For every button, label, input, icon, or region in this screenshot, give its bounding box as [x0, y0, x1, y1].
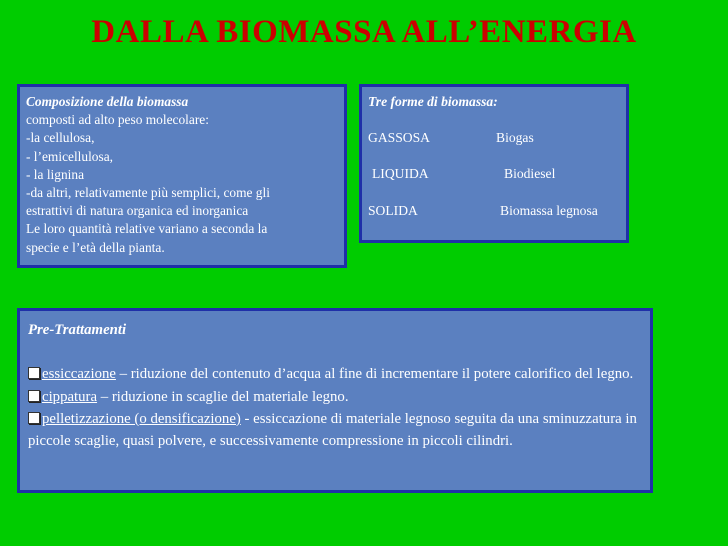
pretreatment-term: essiccazione [42, 366, 116, 383]
forms-header: Tre forme di biomassa: [368, 94, 498, 109]
pretreatment-separator: – [97, 388, 112, 405]
composition-line: - l’emicellulosa, [26, 148, 114, 164]
slide-title: DALLA BIOMASSA ALL’ENERGIA [91, 14, 637, 50]
composition-line: composti ad alto peso molecolare: [26, 112, 209, 128]
checkbox-bullet-icon [28, 390, 40, 402]
composition-line: specie e l’età della pianta. [26, 239, 165, 255]
pretreatment-item [28, 408, 642, 453]
pretreatment-term: cippatura [42, 388, 98, 405]
composition-line: -la cellulosa, [26, 130, 95, 146]
composition-header: Composizione della biomassa [26, 94, 189, 109]
form-row [368, 129, 620, 147]
pretreatment-separator: - [240, 410, 254, 427]
pretreatment-text: essiccazione di materiale legnoso seguita da una sminuzzatura in piccole scaglie, quasi polvere, e successivamente compressione in piccoli cilindri. [28, 410, 637, 450]
pretreatment-item [28, 363, 642, 385]
composition-line: - la lignina [26, 166, 85, 182]
biomass-forms-box [359, 84, 629, 243]
form-type: LIQUIDA [372, 166, 429, 182]
composition-line: -da altri, relativamente più semplici, come gli [26, 185, 270, 201]
pretreatment-term: pelletizzazione (o densificazione) [42, 410, 241, 427]
form-value: Biodiesel [504, 166, 556, 182]
form-row [368, 165, 620, 183]
form-type: GASSOSA [368, 130, 430, 146]
pretreatment-item [28, 386, 642, 408]
checkbox-bullet-icon [28, 412, 40, 424]
composition-line: Le loro quantità relative variano a seconda la [26, 221, 268, 237]
composition-line: estrattivi di natura organica ed inorganica [26, 203, 249, 219]
checkbox-bullet-icon [28, 367, 40, 379]
pretreatment-text: riduzione in scaglie del materiale legno. [111, 388, 349, 405]
composition-box [17, 84, 347, 268]
pretreatments-box [17, 308, 653, 493]
form-row [368, 202, 620, 220]
form-type: SOLIDA [368, 202, 418, 218]
form-value: Biogas [496, 130, 534, 146]
form-value: Biomassa legnosa [500, 202, 598, 218]
pretreatment-text: riduzione del contenuto d’acqua al fine di incrementare il potere calorifico del legno. [130, 366, 634, 383]
pretreatment-separator: – [115, 366, 131, 383]
pretreatments-header: Pre-Trattamenti [28, 322, 127, 338]
